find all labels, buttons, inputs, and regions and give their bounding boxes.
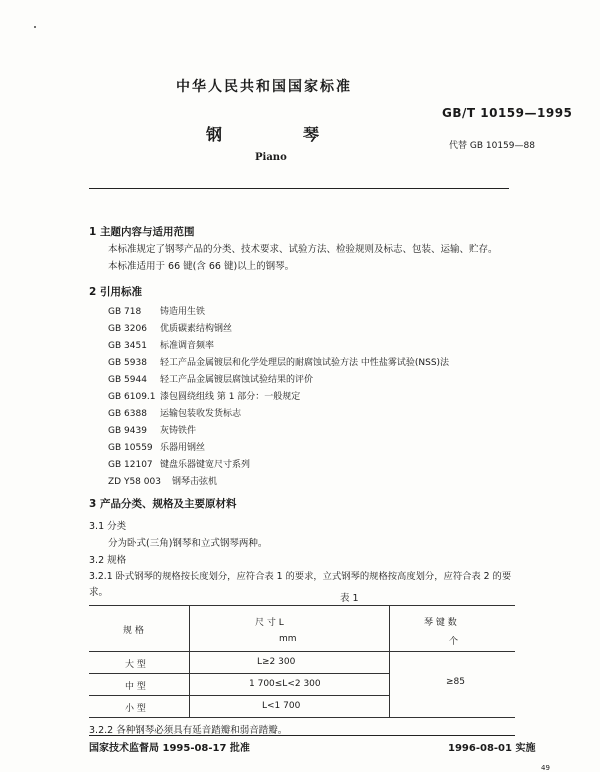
table-1-caption: 表 1 xyxy=(340,593,359,604)
table-header-spec: 规 格 xyxy=(123,626,144,636)
table-row-spec: 大 型 xyxy=(125,660,146,670)
table-row-spec: 中 型 xyxy=(125,682,146,692)
table-rule xyxy=(89,717,515,718)
footer-rule xyxy=(89,735,515,736)
reference-item: GB 5938 轻工产品金属镀层和化学处理层的耐腐蚀试验方法 中性盐雾试验(NSS)法 xyxy=(108,358,450,368)
table-row-size: 1 700≤L<2 300 xyxy=(249,679,321,689)
table-row-spec: 小 型 xyxy=(125,704,146,714)
table-header-keys: 琴 键 数 xyxy=(424,618,457,628)
scan-speck xyxy=(34,26,36,28)
table-rule xyxy=(89,695,389,696)
table-row-size: L<1 700 xyxy=(262,701,301,711)
reference-item: ZD Y58 003 钢琴击弦机 xyxy=(108,477,218,487)
section-3-2-heading: 3.2 规格 xyxy=(89,555,127,566)
document-title-char-1: 钢 xyxy=(206,125,223,144)
reference-item: GB 6388 运输包装收发货标志 xyxy=(108,409,242,419)
reference-item: GB 718 铸造用生铁 xyxy=(108,307,206,317)
section-3-2-1-line-2: 求。 xyxy=(89,587,109,598)
document-title-char-2: 琴 xyxy=(303,125,320,144)
section-3-2-2: 3.2.2 各种钢琴必须具有延音踏瓣和弱音踏瓣。 xyxy=(89,725,288,736)
reference-item: GB 5944 轻工产品金属镀层腐蚀试验结果的评价 xyxy=(108,375,314,385)
section-1-paragraph-2: 本标准适用于 66 键(含 66 键)以上的钢琴。 xyxy=(108,261,295,272)
table-header-size: 尺 寸 L xyxy=(255,618,284,628)
reference-item: GB 6109.1 漆包圆绕组线 第 1 部分：一般规定 xyxy=(108,392,301,402)
standard-title: 中华人民共和国国家标准 xyxy=(176,79,352,95)
table-row-size: L≥2 300 xyxy=(257,657,296,667)
section-1-heading: 1 主题内容与适用范围 xyxy=(89,226,195,238)
section-3-1-text: 分为卧式(三角)钢琴和立式钢琴两种。 xyxy=(108,538,268,549)
reference-item: GB 10559 乐器用钢丝 xyxy=(108,443,206,453)
table-header-size-unit: mm xyxy=(279,634,297,644)
table-keys-value: ≥85 xyxy=(446,677,465,687)
reference-item: GB 3206 优质碳素结构钢丝 xyxy=(108,324,233,334)
reference-item: GB 12107 键盘乐器键宽尺寸系列 xyxy=(108,460,251,470)
replaces-standard: 代替 GB 10159—88 xyxy=(449,141,535,151)
table-rule xyxy=(89,673,389,674)
section-3-heading: 3 产品分类、规格及主要原材料 xyxy=(89,498,237,510)
section-3-2-1-line-1: 3.2.1 卧式钢琴的规格按长度划分，应符合表 1 的要求，立式钢琴的规格按高度划分，应符合表 2 的要 xyxy=(89,571,512,582)
table-rule xyxy=(189,605,190,717)
page-number: 49 xyxy=(541,764,550,772)
standard-number: GB/T 10159—1995 xyxy=(442,106,573,120)
reference-item: GB 3451 标准调音频率 xyxy=(108,341,215,351)
reference-item: GB 9439 灰铸铁件 xyxy=(108,426,197,436)
section-3-1-heading: 3.1 分类 xyxy=(89,521,127,532)
header-rule xyxy=(89,188,509,189)
table-1 xyxy=(89,605,515,717)
section-1-paragraph-1: 本标准规定了钢琴产品的分类、技术要求、试验方法、检验规则及标志、包装、运输、贮存。 xyxy=(108,244,498,255)
table-rule xyxy=(89,605,515,606)
table-rule xyxy=(89,651,515,652)
table-header-keys-unit: 个 xyxy=(449,637,459,647)
english-title: Piano xyxy=(255,152,287,163)
approval-date: 国家技术监督局 1995-08-17 批准 xyxy=(89,743,250,754)
section-2-heading: 2 引用标准 xyxy=(89,286,142,298)
effective-date: 1996-08-01 实施 xyxy=(448,743,536,754)
table-rule xyxy=(389,605,390,717)
